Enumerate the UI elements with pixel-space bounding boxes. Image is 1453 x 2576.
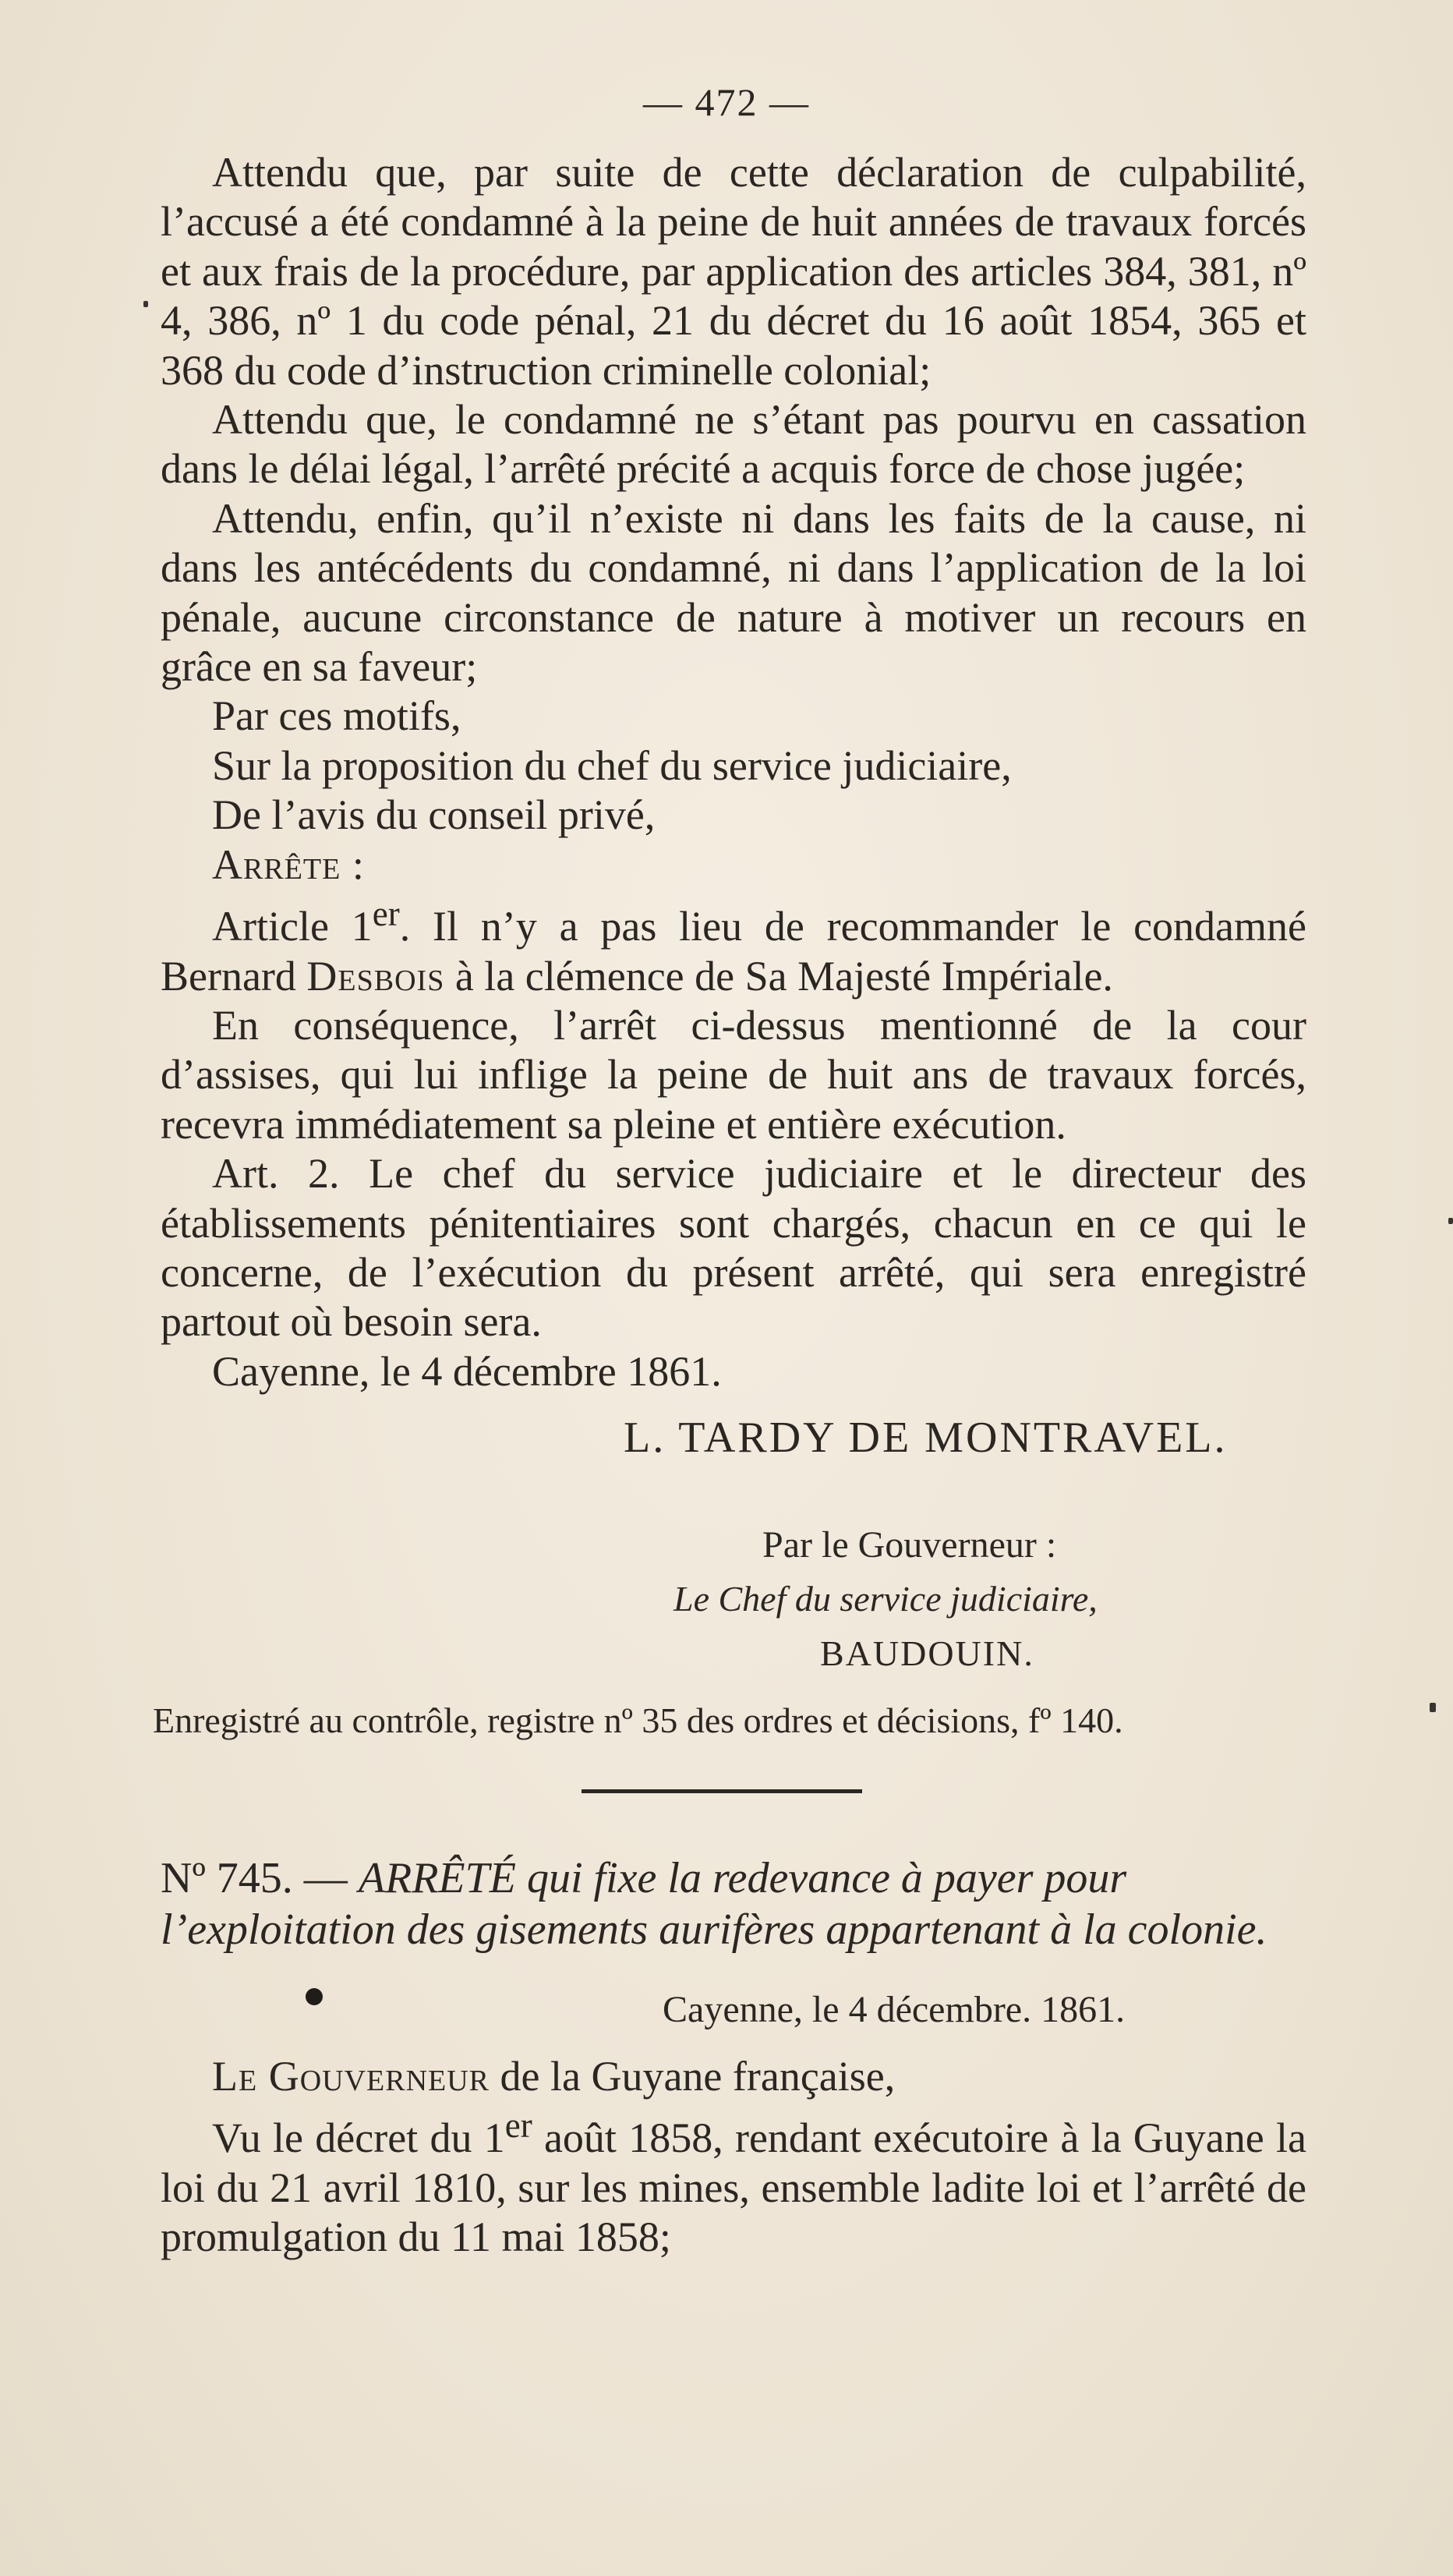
signature-chef-title: Le Chef du service judiciaire, — [673, 1579, 1098, 1619]
paragraph-consequence: En conséquence, l’arrêt ci-dessus mentionné de la cour d’assises, qui lui inflige la peine de huit ans de travaux forcés, recevra immédiatement sa pleine et entière exécution. — [161, 1001, 1306, 1148]
condemned-name: Desbois — [306, 952, 445, 1000]
paragraph-proposition: Sur la proposition du chef du service judiciaire, — [212, 741, 1012, 789]
registration-note: Enregistré au contrôle, registre nº 35 des ordres et décisions, fº 140. — [153, 1700, 1123, 1740]
article-1-prefix: Article 1 — [212, 903, 373, 950]
decree-body — [161, 148, 1306, 1396]
section-divider — [582, 1789, 862, 1793]
gouverneur-rest: de la Guyane française, — [490, 2053, 896, 2100]
paragraph-attendu-1: Attendu que, par suite de cette déclaration de culpabilité, l’accusé a été condamné à la peine de huit années de travaux forcés et aux frais de la procédure, par application des articles 384, 381, nº 4, 386, nº 1 du code pénal, 21 du décret du 16 août 1854, 365 et 368 du code d’instruction criminelle colonial; — [161, 149, 1306, 394]
gouverneur-line — [161, 2052, 1306, 2101]
paper-speck — [1430, 1703, 1436, 1712]
decree-title: ARRÊTÉ qui fixe la redevance à payer pour l’exploitation des gisements aurifères appartenant à la colonie. — [161, 1854, 1267, 1954]
paper-speck — [1448, 1218, 1453, 1224]
paragraph-avis: De l’avis du conseil privé, — [212, 791, 656, 839]
article-1-text-after: à la clémence de Sa Majesté Impériale. — [444, 952, 1113, 1000]
decree-number: Nº 745. — — [161, 1854, 359, 1902]
arrete-label — [161, 840, 1306, 890]
signature-chef-name: BAUDOUIN. — [820, 1633, 1034, 1673]
vu-sup: er — [504, 2106, 532, 2146]
vu-prefix: Vu le décret du 1 — [212, 2114, 505, 2162]
signature-par-gouverneur: Par le Gouverneur : — [762, 1524, 1057, 1566]
vu-paragraph — [161, 2101, 1306, 2262]
article-1-sup: er — [372, 894, 400, 934]
place-date: Cayenne, le 4 décembre 1861. — [212, 1347, 722, 1395]
arrete-label-text: Arrête : — [212, 840, 365, 888]
paragraph-attendu-2: Attendu que, le condamné ne s’étant pas pourvu en cassation dans le délai légal, l’arrêté précité a acquis force de chose jugée; — [161, 396, 1306, 493]
paper-speck — [143, 301, 148, 307]
ink-dot — [306, 1988, 323, 2005]
paragraph-attendu-3: Attendu, enfin, qu’il n’existe ni dans les faits de la cause, ni dans les antécédents du condamné, ni dans l’application de la loi pénale, aucune circonstance de nature à motiver un recours en grâce en sa faveur; — [161, 494, 1306, 691]
article-2: Art. 2. Le chef du service judiciaire et le directeur des établissements pénitentiaires sont chargés, chacun en ce qui le concerne, de l’exécution du présent arrêté, qui sera enregistré partout où besoin sera. — [161, 1150, 1306, 1346]
article-1 — [161, 890, 1306, 1001]
gouverneur-label: Le Gouverneur — [212, 2053, 490, 2100]
decree-745-body — [161, 2052, 1306, 2263]
paragraph-motifs: Par ces motifs, — [212, 692, 461, 740]
page-number: — 472 — — [643, 80, 810, 124]
article-1-text-before: . Il n’y a pas lieu de recommander le condamné Bernard — [161, 903, 1306, 1000]
decree-heading — [161, 1852, 1306, 1955]
signature-governor: L. TARDY DE MONTRAVEL. — [624, 1414, 1228, 1462]
vu-text: août 1858, rendant exécutoire à la Guyane la loi du 21 avril 1810, sur les mines, ensemble ladite loi et l’arrêté de promulgation du 11 mai 1858; — [161, 2114, 1306, 2261]
dateline: Cayenne, le 4 décembre. 1861. — [663, 1989, 1126, 2030]
